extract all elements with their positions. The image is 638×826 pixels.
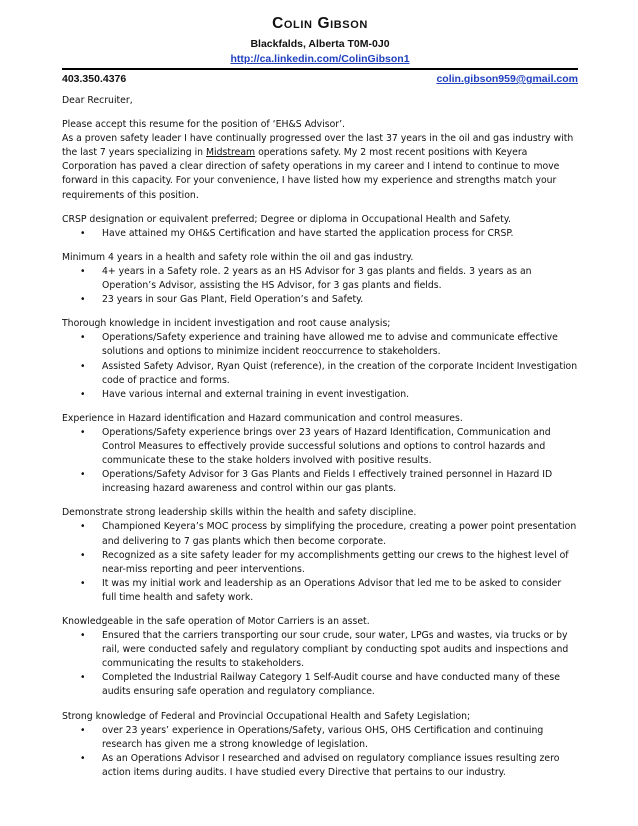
section-bullet-list — [62, 227, 578, 241]
section-heading: CRSP designation or equivalent preferred; Degree or diploma in Occupational Health and Safety. — [62, 213, 511, 225]
linkedin-link[interactable]: http://ca.linkedin.com/ColinGibson1 — [230, 53, 410, 65]
requirements-sections — [62, 203, 578, 780]
bullet-item: • Operations/Safety experience brings over 23 years of Hazard Identification, Communication and Control Measures to effectively provide successful solutions and options to control hazards and communicate these to the stake holders involved with positive results. — [62, 426, 578, 468]
letter-body — [62, 86, 578, 780]
intro-paragraph — [62, 132, 578, 202]
section-gap — [62, 496, 578, 506]
section-heading: Demonstrate strong leadership skills within the health and safety discipline. — [62, 507, 417, 519]
section-bullet-list — [62, 265, 578, 307]
bullet-item: • Have various internal and external training in event investigation. — [62, 388, 578, 402]
section-gap — [62, 241, 578, 251]
section-gap — [62, 307, 578, 317]
contact-bar — [62, 68, 578, 86]
intro-text-1: As a proven safety leader I have continually progressed over the last 37 years in the oil and gas industry with the last 7 years specializing in — [62, 133, 574, 159]
resume-page — [62, 0, 578, 780]
bullet-item: • Operations/Safety Advisor for 3 Gas Plants and Fields I effectively trained personnel in Hazard ID increasing hazard awareness and control within our gas plants. — [62, 468, 578, 496]
section-heading: Minimum 4 years in a health and safety role within the oil and gas industry. — [62, 251, 414, 263]
address-line: Blackfalds, Alberta T0M-0J0 — [250, 38, 390, 50]
greeting: Dear Recruiter, — [62, 95, 133, 106]
midstream-term: Midstream — [206, 147, 256, 159]
bullet-item: • Completed the Industrial Railway Category 1 Self-Audit course and have conducted many of these audits ensuring safe operation and regulatory compliance. — [62, 671, 578, 699]
applicant-name: Colin Gibson — [272, 15, 368, 32]
section-heading: Strong knowledge of Federal and Provincial Occupational Health and Safety Legislation; — [62, 710, 471, 722]
section-heading: Thorough knowledge in incident investigation and root cause analysis; — [62, 318, 391, 330]
section-heading: Experience in Hazard identification and Hazard communication and control measures. — [62, 412, 463, 424]
bullet-item: • Assisted Safety Advisor, Ryan Quist (reference), in the creation of the corporate Incident Investigation code of practice and forms. — [62, 360, 578, 388]
bullet-item: • Operations/Safety experience and training have allowed me to advise and communicate effective solutions and options to minimize incident reoccurrence to stakeholders. — [62, 331, 578, 359]
section-gap — [62, 700, 578, 710]
email-link[interactable]: colin.gibson959@gmail.com — [436, 73, 578, 85]
bullet-item: • Have attained my OH&S Certification and have started the application process for CRSP. — [62, 227, 578, 241]
section-heading: Knowledgeable in the safe operation of Motor Carriers is an asset. — [62, 616, 370, 627]
phone-number: 403.350.4376 — [62, 73, 127, 85]
intro-text-2: operations safety. My 2 most recent positions with Keyera Corporation has paved a clear direction of safety operations in my career and I intend to continue to move forward in this capacity. For your convenience, I have listed how my experience and strengths match your requirements of this position. — [62, 147, 560, 201]
bullet-item: • over 23 years’ experience in Operations/Safety, various OHS, OHS Certification and continuing research has given me a strong knowledge of legislation. — [62, 724, 578, 752]
section-bullet-list — [62, 724, 578, 780]
section-gap — [62, 402, 578, 412]
bullet-item: • 23 years in sour Gas Plant, Field Operation’s and Safety. — [62, 293, 578, 307]
bullet-item: • 4+ years in a Safety role. 2 years as an HS Advisor for 3 gas plants and fields. 3 years as an Operation’s Advisor, assisting the HS Advisor, for 3 gas plants and fields. — [62, 265, 578, 293]
bullet-item: • Recognized as a site safety leader for my accomplishments getting our crews to the highest level of near-miss reporting and peer interventions. — [62, 549, 578, 577]
section-bullet-list — [62, 520, 578, 605]
bullet-item: • Ensured that the carriers transporting our sour crude, sour water, LPGs and wastes, via trucks or by rail, were conducted safely and regulatory compliant by conducting spot audits and inspections and communicating the results to stakeholders. — [62, 629, 578, 671]
bullet-item: • It was my initial work and leadership as an Operations Advisor that led me to be asked to consider full time health and safety work. — [62, 577, 578, 605]
bullet-item: • As an Operations Advisor I researched and advised on regulatory compliance issues resulting zero action items during audits. I have studied every Directive that pertains to our industry. — [62, 752, 578, 780]
section-bullet-list — [62, 426, 578, 496]
section-bullet-list — [62, 629, 578, 699]
section-gap — [62, 203, 578, 213]
section-gap — [62, 605, 578, 615]
bullet-item: • Championed Keyera’s MOC process by simplifying the procedure, creating a power point presentation and delivering to 7 gas plants which then become corporate. — [62, 520, 578, 548]
intro-line: Please accept this resume for the position of ‘EH&S Advisor’. — [62, 119, 346, 131]
section-bullet-list — [62, 331, 578, 401]
